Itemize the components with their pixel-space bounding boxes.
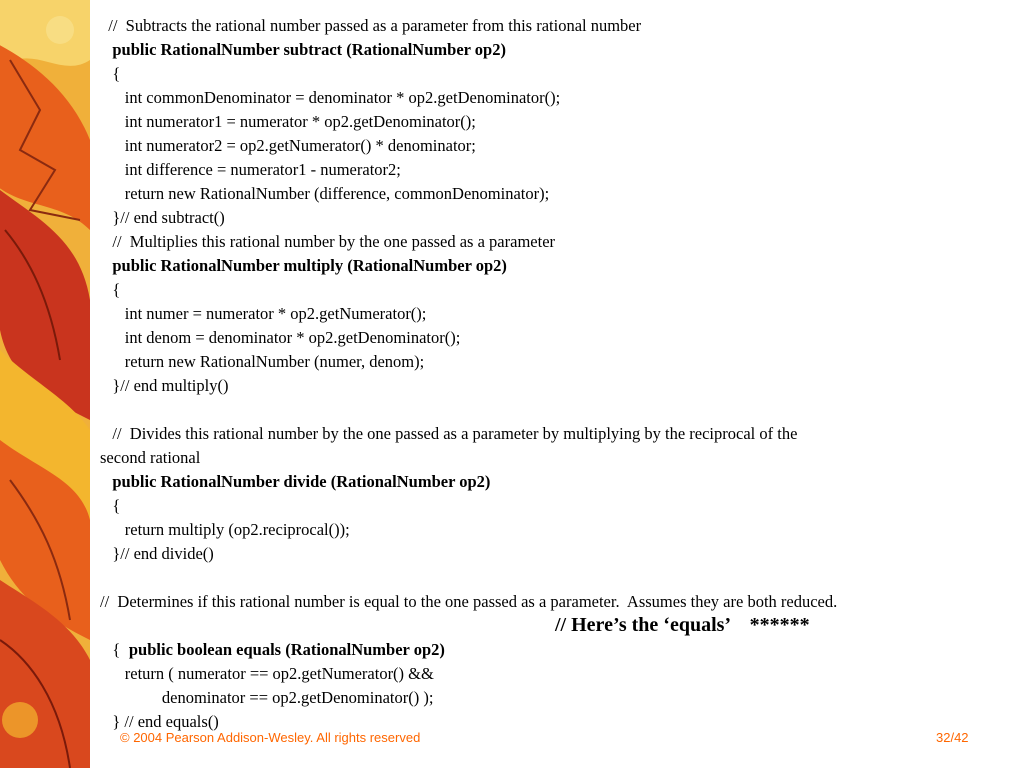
code-line: public RationalNumber subtract (RationalNumber op2) <box>100 40 506 59</box>
blank-line <box>100 398 1015 422</box>
code-line: int numer = numerator * op2.getNumerator(); <box>100 304 427 323</box>
code-line: return new RationalNumber (difference, commonDenominator); <box>100 184 550 203</box>
copyright-footer: © 2004 Pearson Addison-Wesley. All rights reserved <box>120 730 421 745</box>
code-line: int numerator2 = op2.getNumerator() * denominator; <box>100 136 476 155</box>
code-line: int difference = numerator1 - numerator2; <box>100 160 401 179</box>
code-line: { <box>100 640 121 659</box>
code-line: // Determines if this rational number is equal to the one passed as a parameter. Assumes they are both reduced. <box>100 592 838 611</box>
code-line: return multiply (op2.reciprocal()); <box>100 520 350 539</box>
autumn-leaves-decoration <box>0 0 90 768</box>
code-line: }// end divide() <box>100 544 214 563</box>
code-line: // Multiplies this rational number by the one passed as a parameter <box>100 232 556 251</box>
code-line: } // end equals() <box>100 712 219 731</box>
code-line: return new RationalNumber (numer, denom); <box>100 352 425 371</box>
code-line: }// end subtract() <box>100 208 225 227</box>
code-line: public RationalNumber multiply (RationalNumber op2) <box>100 256 507 275</box>
code-line: denominator == op2.getDenominator() ); <box>100 688 434 707</box>
code-line: // Divides this rational number by the one passed as a parameter by multiplying by the reciprocal of the <box>100 424 798 443</box>
code-line: int commonDenominator = denominator * op2.getDenominator(); <box>100 88 561 107</box>
code-line: // Subtracts the rational number passed as a parameter from this rational number <box>100 16 642 35</box>
code-line: { <box>100 64 121 83</box>
code-line: }// end multiply() <box>100 376 229 395</box>
code-line: second rational <box>100 448 201 467</box>
code-line: public boolean equals (RationalNumber op2) <box>116 640 445 659</box>
code-listing <box>100 14 1015 734</box>
code-line: return ( numerator == op2.getNumerator() && <box>100 664 434 683</box>
code-line: int numerator1 = numerator * op2.getDenominator(); <box>100 112 476 131</box>
page-number: 32/42 <box>936 730 969 745</box>
equals-signature-line <box>100 614 1015 659</box>
blank-line <box>100 566 1015 590</box>
code-line: { <box>100 280 121 299</box>
code-line: int denom = denominator * op2.getDenominator(); <box>100 328 461 347</box>
code-line: public RationalNumber divide (RationalNumber op2) <box>100 472 491 491</box>
equals-callout: // Here’s the ‘equals’ ****** <box>555 614 810 636</box>
code-line: { <box>100 496 121 515</box>
